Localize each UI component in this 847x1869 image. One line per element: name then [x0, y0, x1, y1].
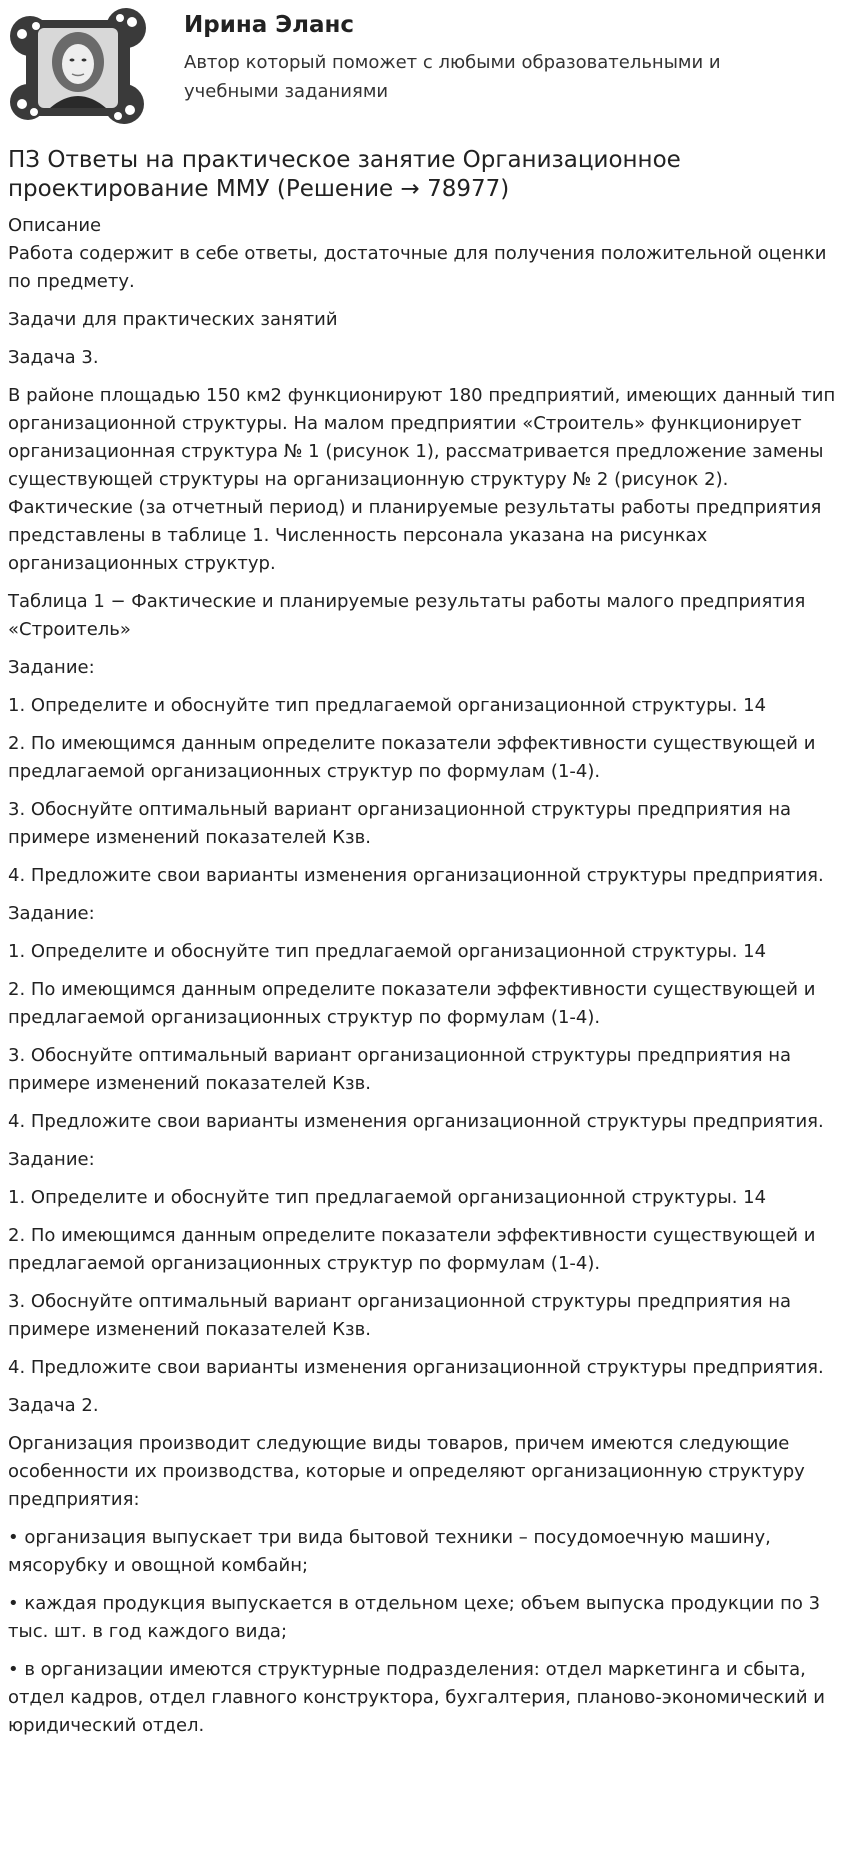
paragraph: • организация выпускает три вида бытовой техники – посудомоечную машину, мясорубку и овощной комбайн;: [8, 1527, 771, 1576]
document-body: [8, 240, 838, 1740]
paragraph: • в организации имеются структурные подразделения: отдел маркетинга и сбыта, отдел кадров, отдел главного конструктора, бухгалтерия, планово-экономический и юридический отдел.: [8, 1659, 825, 1736]
paragraph: Задание:: [8, 903, 95, 924]
paragraph: Задание:: [8, 657, 95, 678]
paragraph: Задача 3.: [8, 347, 99, 368]
document-content: [8, 146, 838, 1750]
paragraph: 2. По имеющимся данным определите показатели эффективности существующей и предлагаемой организационных структур по формулам (1-4).: [8, 979, 816, 1028]
paragraph: Задача 2.: [8, 1395, 99, 1416]
paragraph: В районе площадью 150 км2 функционируют 180 предприятий, имеющих данный тип организационной структуры. На малом предприятии «Строитель» функционирует организационная структура № 1 (рисунок 1), рассматривается предложение замены существующей структуры на организационную структуру № 2 (рисунок 2). Фактические (за отчетный период) и планируемые результаты работы предприятия представлены в таблице 1. Численность персонала указана на рисунках организационных структур.: [8, 385, 836, 574]
paragraph: Задачи для практических занятий: [8, 309, 338, 330]
paragraph: 1. Определите и обоснуйте тип предлагаемой организационной структуры. 14: [8, 1187, 767, 1208]
author-avatar[interactable]: [8, 6, 150, 128]
paragraph: 3. Обоснуйте оптимальный вариант организационной структуры предприятия на примере изменений показателей Кзв.: [8, 799, 792, 848]
paragraph: 4. Предложите свои варианты изменения организационной структуры предприятия.: [8, 865, 824, 886]
paragraph: 3. Обоснуйте оптимальный вариант организационной структуры предприятия на примере изменений показателей Кзв.: [8, 1291, 792, 1340]
author-description: Автор который поможет с любыми образовательными и учебными заданиями: [184, 52, 721, 102]
author-header: [0, 0, 847, 140]
paragraph: Работа содержит в себе ответы, достаточные для получения положительной оценки по предмету.: [8, 243, 827, 292]
paragraph: 2. По имеющимся данным определите показатели эффективности существующей и предлагаемой организационных структур по формулам (1-4).: [8, 733, 816, 782]
author-name[interactable]: Ирина Эланс: [184, 12, 355, 38]
paragraph: 1. Определите и обоснуйте тип предлагаемой организационной структуры. 14: [8, 941, 767, 962]
paragraph: 1. Определите и обоснуйте тип предлагаемой организационной структуры. 14: [8, 695, 767, 716]
page-title: ПЗ Ответы на практическое занятие Организационное проектирование ММУ (Решение → 78977): [8, 147, 681, 202]
paragraph: 4. Предложите свои варианты изменения организационной структуры предприятия.: [8, 1357, 824, 1378]
paragraph: 2. По имеющимся данным определите показатели эффективности существующей и предлагаемой организационных структур по формулам (1-4).: [8, 1225, 816, 1274]
paragraph: Организация производит следующие виды товаров, причем имеются следующие особенности их производства, которые и определяют организационную структуру предприятия:: [8, 1433, 805, 1510]
paragraph: Таблица 1 − Фактические и планируемые результаты работы малого предприятия «Строитель»: [8, 591, 806, 640]
description-label: Описание: [8, 215, 102, 236]
paragraph: • каждая продукция выпускается в отдельном цехе; объем выпуска продукции по 3 тыс. шт. в год каждого вида;: [8, 1593, 821, 1642]
paragraph: Задание:: [8, 1149, 95, 1170]
paragraph: 3. Обоснуйте оптимальный вариант организационной структуры предприятия на примере изменений показателей Кзв.: [8, 1045, 792, 1094]
paragraph: 4. Предложите свои варианты изменения организационной структуры предприятия.: [8, 1111, 824, 1132]
